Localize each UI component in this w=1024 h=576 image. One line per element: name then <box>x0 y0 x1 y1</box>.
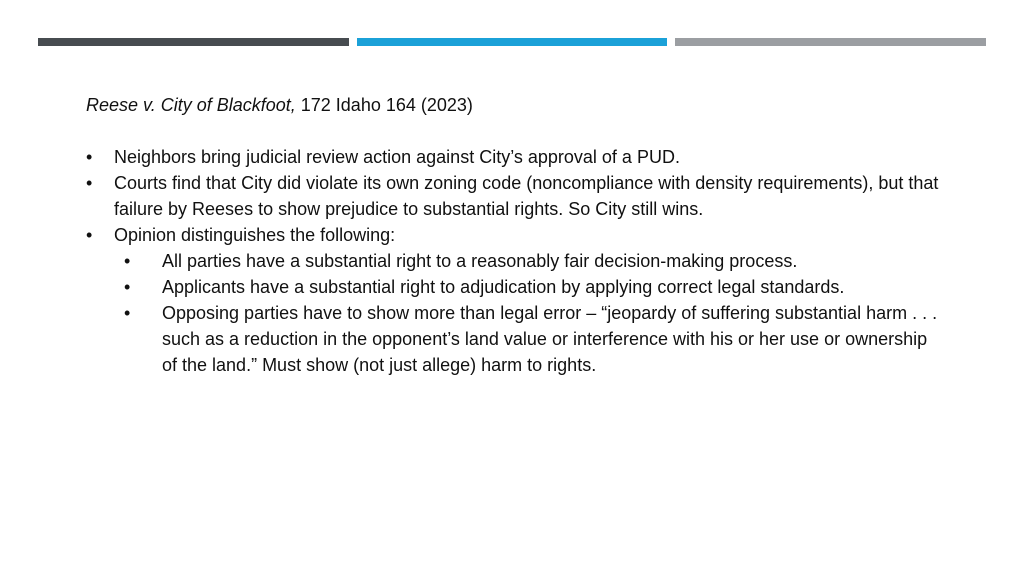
sub-bullet-list <box>114 248 946 378</box>
sub-list-item-text: All parties have a substantial right to a reasonably fair decision-making process. <box>162 251 798 271</box>
list-item <box>86 222 946 378</box>
sub-list-item <box>124 274 946 300</box>
sub-list-item-text: Opposing parties have to show more than legal error – “jeopardy of suffering substantial harm . . . such as a reduction in the opponent’s land value or interference with his or her use or ownership of the land.” Must show (not just allege) harm to rights. <box>162 303 938 375</box>
bullet-icon: • <box>86 173 93 193</box>
case-name: Reese v. City of Blackfoot, <box>86 95 296 115</box>
bullet-icon: • <box>86 147 93 167</box>
bullet-list <box>86 144 946 378</box>
sub-list-item <box>124 300 946 378</box>
bullet-icon: • <box>86 225 93 245</box>
list-item <box>86 170 946 222</box>
bullet-icon: • <box>124 303 131 323</box>
bullet-icon: • <box>124 277 131 297</box>
slide-body <box>86 92 946 378</box>
accent-bar-blue <box>357 38 667 46</box>
list-item-text: Neighbors bring judicial review action against City’s approval of a PUD. <box>114 147 680 167</box>
sub-list-item <box>124 248 946 274</box>
case-reference: 172 Idaho 164 (2023) <box>295 95 473 115</box>
list-item-text: Courts find that City did violate its own zoning code (noncompliance with density requirements), but that failure by Reeses to show prejudice to substantial rights. So City still wins. <box>114 173 939 219</box>
list-item <box>86 144 946 170</box>
bullet-icon: • <box>124 251 131 271</box>
case-citation <box>86 92 946 118</box>
sub-list-item-text: Applicants have a substantial right to adjudication by applying correct legal standards. <box>162 277 845 297</box>
accent-bar-dark <box>38 38 349 46</box>
header-accent-bars <box>38 38 986 46</box>
accent-bar-gray <box>675 38 986 46</box>
list-item-text: Opinion distinguishes the following: <box>114 225 396 245</box>
